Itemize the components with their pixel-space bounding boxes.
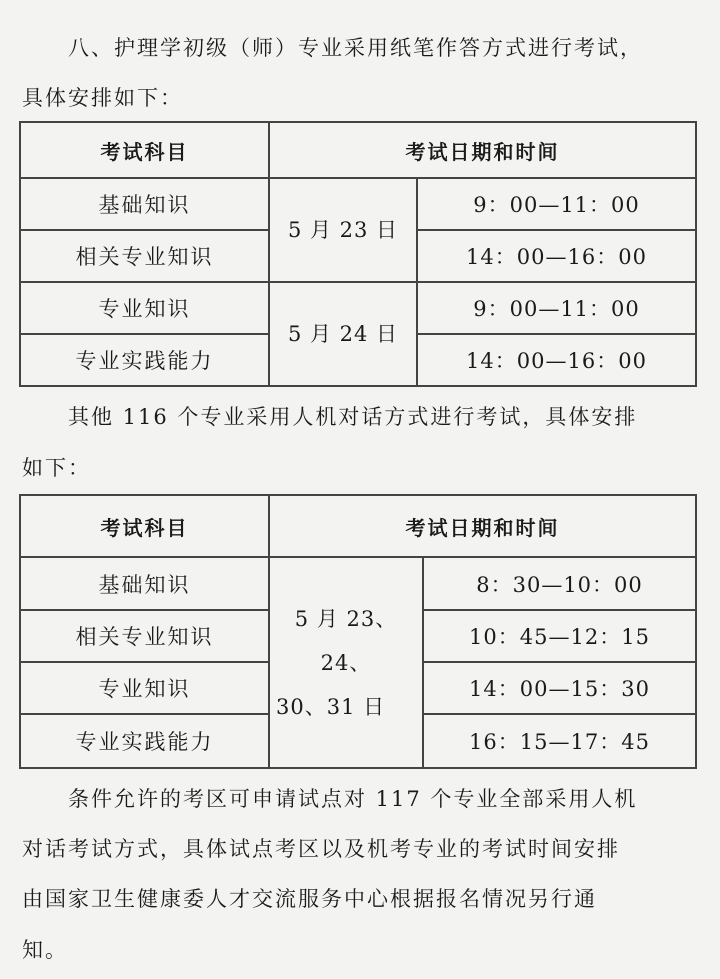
subject-cell: 基础知识 bbox=[20, 178, 269, 230]
time-cell: 8：30—10：00 bbox=[423, 557, 696, 610]
table-header-row bbox=[20, 495, 696, 557]
closing-line-4: 知。 bbox=[22, 938, 68, 962]
subject-cell: 相关专业知识 bbox=[20, 610, 269, 662]
date-cell: 5 月 24 日 bbox=[269, 282, 417, 386]
closing-line-2: 对话考试方式，具体试点考区以及机考专业的考试时间安排 bbox=[22, 837, 620, 861]
subject-cell: 专业知识 bbox=[20, 662, 269, 714]
time-cell: 10：45—12：15 bbox=[423, 610, 696, 662]
subject-cell: 相关专业知识 bbox=[20, 230, 269, 282]
table-row bbox=[20, 282, 696, 334]
header-datetime: 考试日期和时间 bbox=[269, 122, 696, 178]
closing-line-1: 条件允许的考区可申请试点对 117 个专业全部采用人机 bbox=[68, 787, 638, 811]
time-cell: 16：15—17：45 bbox=[423, 714, 696, 768]
date-cell bbox=[269, 557, 423, 768]
date-line-2: 30、31 日 bbox=[276, 694, 386, 719]
date-cell: 5 月 23 日 bbox=[269, 178, 417, 282]
middle-line-2: 如下： bbox=[22, 456, 91, 480]
table-row bbox=[20, 178, 696, 230]
table-header-row bbox=[20, 122, 696, 178]
header-subject: 考试科目 bbox=[20, 495, 269, 557]
intro-line-1: 八、护理学初级（师）专业采用纸笔作答方式进行考试， bbox=[68, 36, 643, 60]
time-cell: 14：00—16：00 bbox=[417, 334, 696, 386]
time-cell: 14：00—15：30 bbox=[423, 662, 696, 714]
subject-cell: 专业实践能力 bbox=[20, 334, 269, 386]
subject-cell: 专业知识 bbox=[20, 282, 269, 334]
header-datetime: 考试日期和时间 bbox=[269, 495, 696, 557]
time-cell: 14：00—16：00 bbox=[417, 230, 696, 282]
subject-cell: 专业实践能力 bbox=[20, 714, 269, 768]
header-subject: 考试科目 bbox=[20, 122, 269, 178]
time-cell: 9：00—11：00 bbox=[417, 282, 696, 334]
middle-line-1: 其他 116 个专业采用人机对话方式进行考试，具体安排 bbox=[68, 405, 638, 429]
date-line-1: 5 月 23、24、 bbox=[294, 606, 398, 675]
closing-line-3: 由国家卫生健康委人才交流服务中心根据报名情况另行通 bbox=[22, 887, 597, 911]
schedule-table-paper bbox=[19, 121, 697, 387]
intro-line-2: 具体安排如下： bbox=[22, 86, 183, 110]
subject-cell: 基础知识 bbox=[20, 557, 269, 610]
schedule-table-computer bbox=[19, 494, 697, 769]
table-row bbox=[20, 557, 696, 610]
time-cell: 9：00—11：00 bbox=[417, 178, 696, 230]
